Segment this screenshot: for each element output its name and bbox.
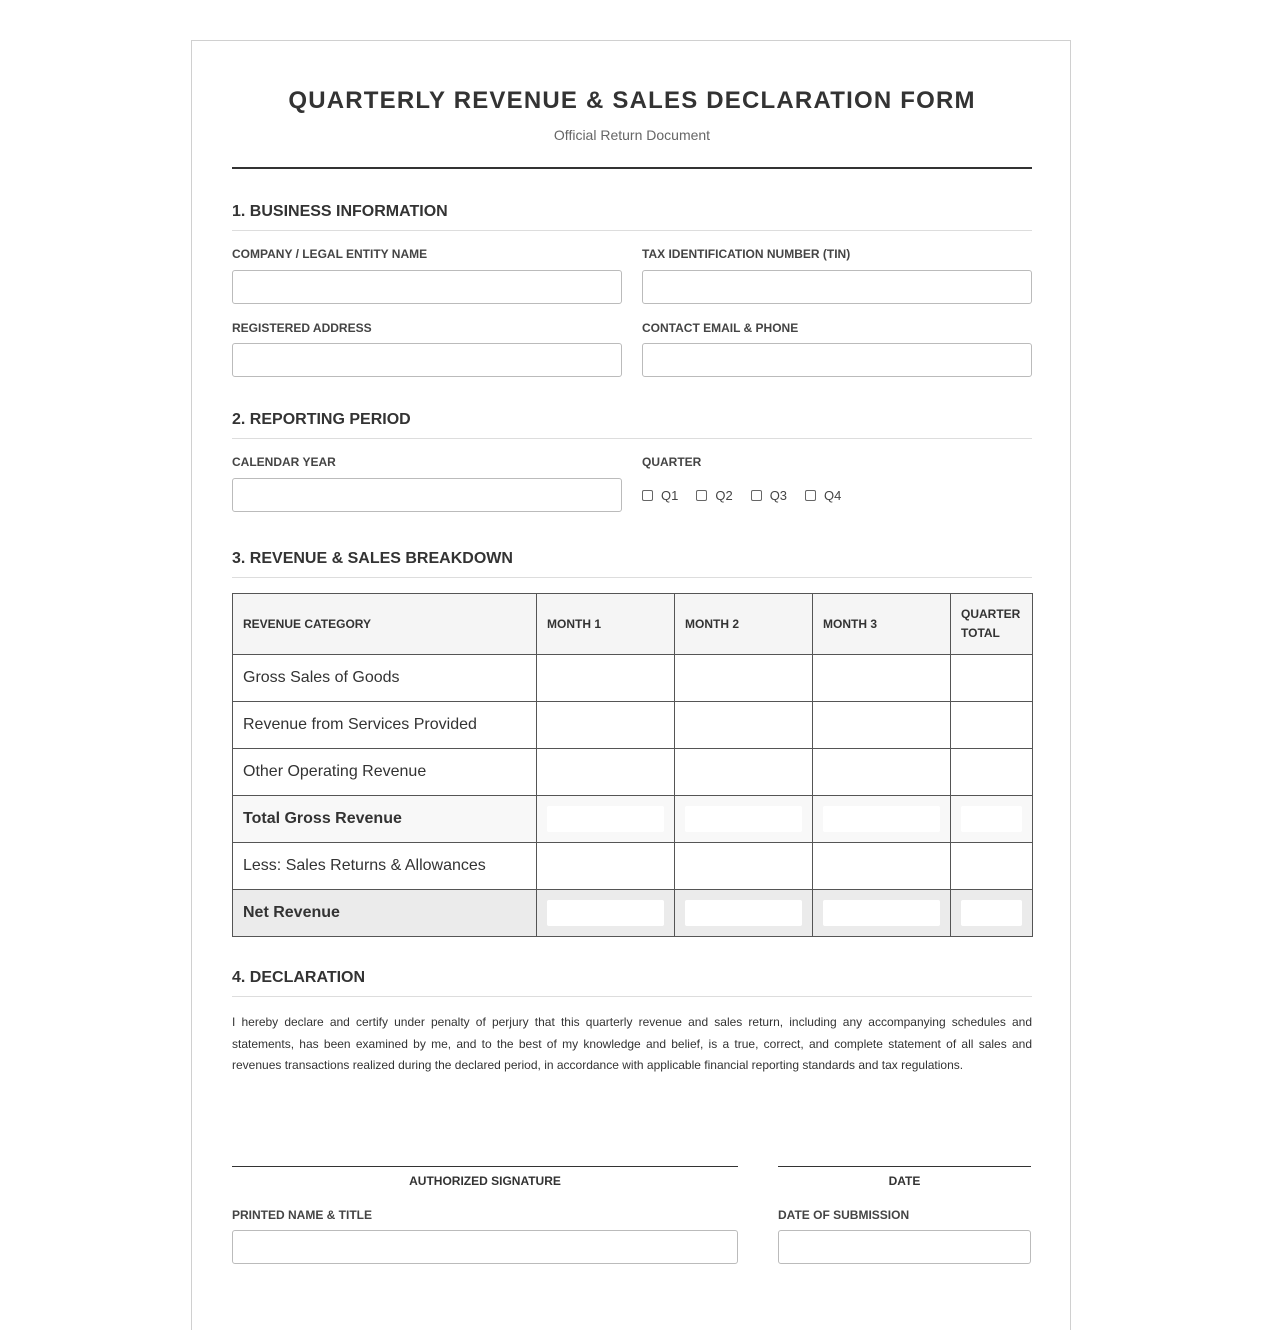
quarter-option-label: Q3	[769, 488, 788, 503]
net-field[interactable]	[823, 900, 940, 926]
net-cell	[537, 890, 675, 937]
quarter-option-q3[interactable]	[751, 488, 787, 503]
amount-cell[interactable]	[675, 702, 813, 749]
column-header: MONTH 3	[813, 594, 951, 655]
amount-cell[interactable]	[813, 843, 951, 890]
printed-name-input[interactable]	[232, 1230, 738, 1264]
header-divider	[232, 167, 1032, 169]
row-label: Revenue from Services Provided	[233, 702, 537, 749]
signature-line	[232, 1166, 738, 1167]
section-declaration-heading: 4. DECLARATION	[232, 969, 1032, 997]
amount-cell[interactable]	[813, 655, 951, 702]
amount-cell[interactable]	[675, 655, 813, 702]
row-label: Other Operating Revenue	[233, 749, 537, 796]
amount-cell[interactable]	[537, 843, 675, 890]
table-row	[233, 843, 1033, 890]
amount-cell[interactable]	[951, 702, 1033, 749]
form-subtitle: Official Return Document	[553, 127, 711, 143]
date-label: DATE	[888, 1174, 921, 1188]
total-field[interactable]	[685, 806, 802, 832]
net-field[interactable]	[685, 900, 802, 926]
net-cell	[675, 890, 813, 937]
revenue-table	[232, 593, 1033, 937]
quarter-options	[642, 488, 859, 503]
amount-cell[interactable]	[675, 843, 813, 890]
table-row	[233, 702, 1033, 749]
row-label: Less: Sales Returns & Allowances	[233, 843, 537, 890]
column-header: MONTH 2	[675, 594, 813, 655]
contact-input[interactable]	[642, 343, 1032, 377]
section-revenue-heading: 3. REVENUE & SALES BREAKDOWN	[232, 550, 1032, 578]
company-name-input[interactable]	[232, 270, 622, 304]
checkbox-q4[interactable]	[805, 490, 816, 501]
quarter-option-label: Q1	[661, 488, 679, 503]
amount-cell[interactable]	[537, 702, 675, 749]
quarter-option-label: Q2	[715, 488, 733, 503]
amount-cell[interactable]	[675, 749, 813, 796]
net-revenue-row	[233, 890, 1033, 937]
submission-date-input[interactable]	[778, 1230, 1031, 1264]
company-name-label: COMPANY / LEGAL ENTITY NAME	[232, 247, 428, 261]
quarter-option-q4[interactable]	[805, 488, 841, 503]
total-field[interactable]	[547, 806, 664, 832]
amount-cell[interactable]	[951, 843, 1033, 890]
section-business-heading: 1. BUSINESS INFORMATION	[232, 203, 1032, 231]
row-label: Gross Sales of Goods	[233, 655, 537, 702]
form-title: QUARTERLY REVENUE & SALES DECLARATION FORM	[288, 87, 976, 114]
column-header: REVENUE CATEGORY	[233, 594, 537, 655]
net-cell	[813, 890, 951, 937]
date-line	[778, 1166, 1031, 1167]
total-field[interactable]	[961, 806, 1022, 832]
quarter-option-q1[interactable]	[642, 488, 678, 503]
declaration-text: I hereby declare and certify under penalty of perjury that this quarterly revenue and sales return, including any accompanying schedules and statements, has been examined by me, and to the best of my knowledge and belief, is a true, correct, and complete statement of all sales and revenues transactions realized during the declared period, in accordance with applicable financial reporting standards and tax regulations.	[232, 1015, 1032, 1072]
form-page	[191, 40, 1071, 1330]
submission-date-label: DATE OF SUBMISSION	[778, 1208, 910, 1222]
amount-cell[interactable]	[537, 749, 675, 796]
net-cell	[951, 890, 1033, 937]
column-header: QUARTER TOTAL	[951, 594, 1033, 655]
net-field[interactable]	[961, 900, 1022, 926]
table-row	[233, 655, 1033, 702]
amount-cell[interactable]	[537, 655, 675, 702]
total-field[interactable]	[823, 806, 940, 832]
total-cell	[537, 796, 675, 843]
row-label: Total Gross Revenue	[233, 796, 537, 843]
amount-cell[interactable]	[813, 702, 951, 749]
address-label: REGISTERED ADDRESS	[232, 321, 372, 335]
signature-label: AUTHORIZED SIGNATURE	[409, 1174, 561, 1188]
quarter-option-label: Q4	[824, 488, 842, 503]
total-gross-row	[233, 796, 1033, 843]
quarter-label: QUARTER	[642, 455, 702, 469]
calendar-year-label: CALENDAR YEAR	[232, 455, 336, 469]
printed-name-label: PRINTED NAME & TITLE	[232, 1208, 372, 1222]
amount-cell[interactable]	[951, 749, 1033, 796]
checkbox-q1[interactable]	[642, 490, 653, 501]
table-row	[233, 749, 1033, 796]
address-input[interactable]	[232, 343, 622, 377]
total-cell	[813, 796, 951, 843]
contact-label: CONTACT EMAIL & PHONE	[642, 321, 799, 335]
column-header: MONTH 1	[537, 594, 675, 655]
row-label: Net Revenue	[233, 890, 537, 937]
amount-cell[interactable]	[951, 655, 1033, 702]
tin-label: TAX IDENTIFICATION NUMBER (TIN)	[642, 247, 851, 261]
net-field[interactable]	[547, 900, 664, 926]
calendar-year-input[interactable]	[232, 478, 622, 512]
section-period-heading: 2. REPORTING PERIOD	[232, 411, 1032, 439]
table-header-row	[233, 594, 1033, 655]
amount-cell[interactable]	[813, 749, 951, 796]
quarter-option-q2[interactable]	[696, 488, 732, 503]
total-cell	[675, 796, 813, 843]
total-cell	[951, 796, 1033, 843]
checkbox-q3[interactable]	[751, 490, 762, 501]
tin-input[interactable]	[642, 270, 1032, 304]
checkbox-q2[interactable]	[696, 490, 707, 501]
